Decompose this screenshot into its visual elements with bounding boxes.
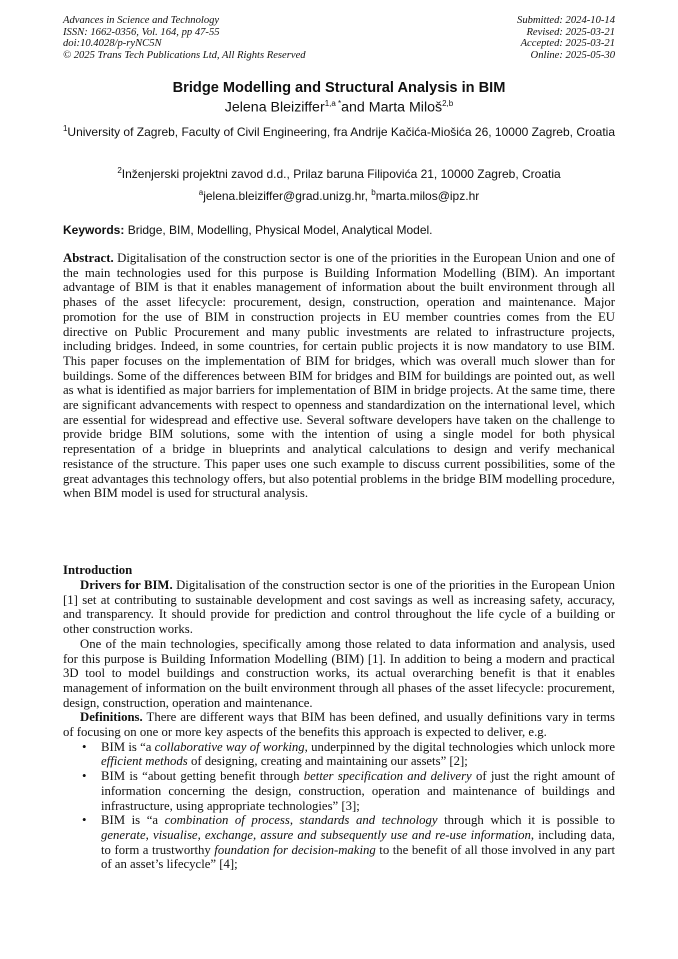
text: BIM is “a	[101, 813, 165, 828]
list-item	[63, 813, 615, 872]
aff-sup: 2	[117, 166, 122, 175]
italic-text: efficient methods	[101, 754, 188, 769]
author-1: Jelena Bleiziffer	[224, 99, 325, 116]
italic-text: collaborative way of working	[154, 739, 305, 754]
email-1[interactable]: jelena.bleiziffer@grad.unizg.hr,	[203, 189, 372, 203]
section-heading: Introduction	[63, 563, 133, 577]
paragraph	[63, 578, 615, 637]
definition-list	[63, 740, 615, 872]
text: , including data, to form a trustworthy	[101, 827, 615, 857]
affiliation-1	[60, 121, 618, 140]
text: to the benefit of all those involved in any part of an asset’s lifecycle” [4];	[101, 842, 615, 872]
issn: ISSN: 1662-0356, Vol. 164, pp 47-55	[63, 26, 220, 38]
paragraph-text: There are different ways that BIM has been defined, and usually definitions vary in terms of focusing on one or more key aspects of the benefits this approach is expected to deliver, e.g.	[63, 710, 615, 740]
copyright: © 2025 Trans Tech Publications Ltd, All Rights Reserved	[63, 49, 306, 61]
list-item	[63, 769, 615, 813]
introduction-body	[63, 578, 615, 872]
aff-sup: 1	[62, 124, 68, 133]
email-2[interactable]: marta.milos@ipz.hr	[375, 189, 480, 203]
abstract-label: Abstract.	[63, 251, 114, 265]
paper-title: Bridge Modelling and Structural Analysis in BIM	[172, 80, 506, 96]
keywords-label: Keywords:	[63, 223, 125, 237]
affiliation-text: University of Zagreb, Faculty of Civil Engineering, fra Andrije Kačića-Miošića 26, 10000 Zagreb, Croatia	[67, 125, 616, 139]
journal-info	[63, 15, 306, 61]
text: of designing, creating and maintaining our assets” [2];	[187, 754, 468, 769]
text: BIM is “a	[101, 739, 155, 754]
italic-text: generate, visualise, exchange, assure and subsequently use and re-use information	[101, 827, 531, 842]
paragraph: One of the main technologies, specifically among those related to data information and analysis, used for this purpose is Building Information Modelling (BIM) [1]. In addition to being a modern and practical 3D tool to model buildings and construction works, its actual overarching benefit is that it enables management of information on the built environment through all phases of the asset lifecycle: procurement, design, construction, operation and maintenance.	[63, 636, 615, 710]
abstract	[63, 251, 615, 501]
text: through which it is possible to	[437, 813, 615, 828]
paragraph-label: Drivers for BIM.	[80, 578, 173, 592]
email-sup: b	[371, 188, 376, 197]
italic-text: foundation for decision-making	[214, 842, 376, 857]
affiliation-text: Inženjerski projektni zavod d.d., Prilaz baruna Filipovića 21, 10000 Zagreb, Croatia	[121, 167, 561, 181]
italic-text: combination of process, standards and technology	[164, 813, 438, 828]
submitted-date: Submitted: 2024-10-14	[517, 15, 615, 26]
online-date: Online: 2025-05-30	[530, 49, 615, 61]
keywords	[63, 223, 433, 237]
text: of just the right amount of information concerning the design, construction, operation and maintenance of buildings and infrastructure, using appropriate technologies” [3];	[101, 769, 615, 813]
author-2-sup: 2,b	[442, 99, 454, 108]
journal-name: Advances in Science and Technology	[63, 15, 220, 26]
author-2: and Marta Miloš	[341, 99, 443, 116]
accepted-date: Accepted: 2025-03-21	[520, 38, 615, 50]
email-sup: a	[198, 188, 204, 197]
keywords-text: Bridge, BIM, Modelling, Physical Model, Analytical Model.	[124, 223, 433, 237]
text: , underpinned by the digital technologies which unlock more	[304, 739, 616, 754]
author-1-sup: 1,a *	[324, 99, 342, 108]
revised-date: Revised: 2025-03-21	[526, 26, 615, 38]
emails	[40, 188, 638, 203]
paragraph-label: Definitions.	[80, 710, 143, 725]
dates	[517, 15, 615, 61]
paragraph-text: Digitalisation of the construction sector is one of the priorities in the European Union [1] set at contributing to sustainable development and cost savings as well as increasing safety, accuracy, and transparency. It should provide for prediction and control throughout the life cycle of a building or other construction works.	[63, 578, 615, 637]
authors	[40, 99, 638, 116]
text: BIM is “about getting benefit through	[101, 769, 304, 784]
abstract-text: Digitalisation of the construction sector is one of the priorities in the European Union and one of the main technologies used for this purpose is Building Information Modelling (BIM). An important advantage of BIM is that it enables management of information about the built environment through all phases of the asset lifecycle: procurement, design, construction, operation and maintenance. Major promotion for the use of BIM in construction projects in EU member countries comes from the EU directive on Public Procurement and many public investments are related to infrastructure projects, including bridges. Indeed, in some countries, for certain public projects it is now mandatory to use BIM. This paper focuses on the implementation of BIM for bridges, which was overall much slower than for buildings. Some of the differences between BIM for bridges and BIM for buildings are pointed out, as well as what is identified as major barriers for implementation of BIM in bridge projects. At the same time, there are significant advancements with respect to openness and standardization on the international level, which are essential for widespread and effective use. Several software developers have taken on the challenge to provide bridge BIM solutions, some with the intention of using a single model for both physical representation of a bridge in blueprints and analytical calculations to design and verify mechanical resistance of the structure. This paper uses one such example to discuss current possibilities, some of the great advantages this technology offers, but also potential problems in the bridge BIM modelling procedure, when BIM model is used for structural analysis.	[63, 251, 615, 501]
italic-text: better specification and delivery	[303, 769, 472, 784]
list-item	[63, 740, 615, 769]
paragraph	[63, 710, 615, 739]
doi: doi:10.4028/p-ryNC5N	[63, 38, 162, 50]
affiliation-2	[40, 166, 638, 181]
